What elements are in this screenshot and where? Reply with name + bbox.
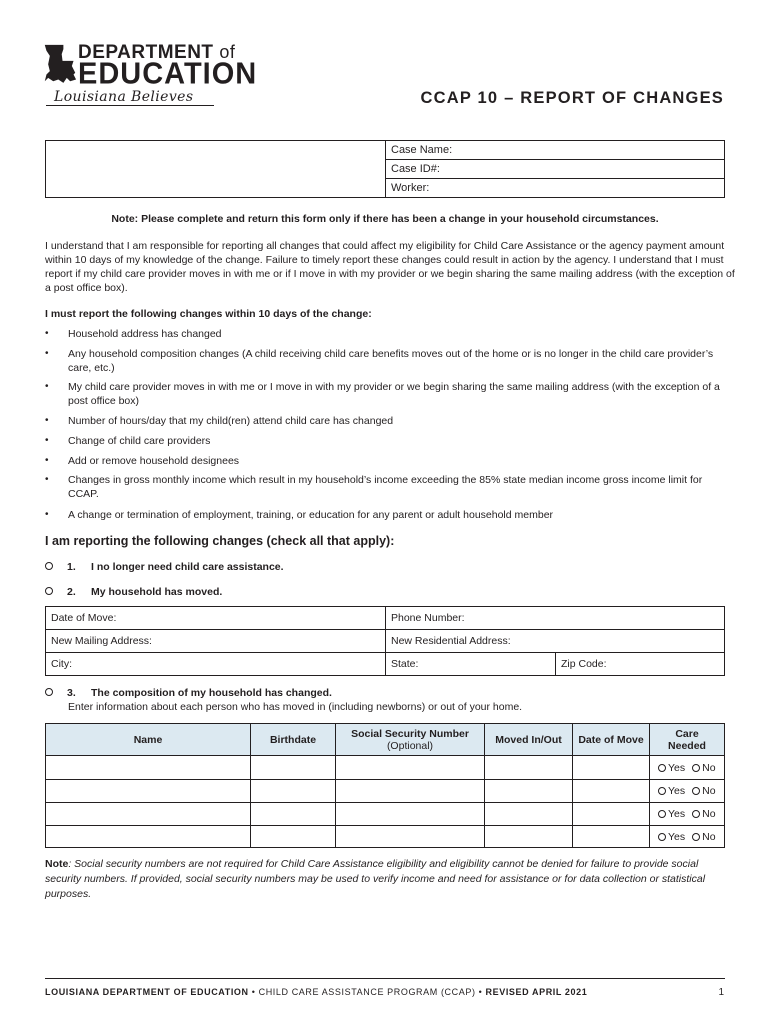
- col-header-moved: Moved In/Out: [495, 734, 562, 746]
- bullet-marker: •: [45, 415, 49, 426]
- bullet-marker: •: [45, 381, 49, 392]
- logo-underline: [46, 105, 214, 106]
- col-header-care-needed: Care Needed: [668, 728, 706, 752]
- col-header-date-of-move: Date of Move: [578, 734, 644, 746]
- case-info-box: [45, 140, 725, 198]
- page-number: 1: [718, 987, 724, 998]
- louisiana-state-logo-icon: [43, 44, 77, 88]
- radio-circle-icon[interactable]: [692, 764, 700, 772]
- reporting-heading: I am reporting the following changes (check all that apply):: [45, 534, 395, 548]
- care-needed-toggle[interactable]: Yes No: [658, 831, 716, 843]
- responsibility-paragraph: I understand that I am responsible for reporting all changes that could affect my eligibility for Child Care Assistance or the agency payment amount within 10 days of my knowledge of the change. Failure to timely report these changes could result in action by the agency. I understand that I must report if my child care provider moves in with me or if I move in with my provider or we begin sharing the same mailing address (with the exception of a post office box).: [45, 240, 735, 294]
- zip-code-field[interactable]: Zip Code:: [561, 658, 607, 670]
- household-members-table: [45, 723, 725, 848]
- move-details-table: [45, 606, 725, 676]
- radio-circle-icon[interactable]: [658, 787, 666, 795]
- care-needed-toggle[interactable]: Yes No: [658, 808, 716, 820]
- form-title: CCAP 10 – REPORT OF CHANGES: [420, 89, 724, 107]
- radio-circle-icon[interactable]: [692, 810, 700, 818]
- case-id-field[interactable]: Case ID#:: [386, 160, 724, 179]
- radio-circle-icon[interactable]: [658, 833, 666, 841]
- logo-education: EDUCATION: [78, 57, 258, 91]
- bullet-marker: •: [45, 348, 49, 359]
- bullet-marker: •: [45, 509, 49, 520]
- city-field[interactable]: City:: [51, 658, 72, 670]
- col-header-birthdate: Birthdate: [269, 734, 317, 746]
- bullet-marker: •: [45, 328, 49, 339]
- bullet-marker: •: [45, 474, 49, 485]
- radio-circle-icon[interactable]: [692, 787, 700, 795]
- col-header-name: Name: [133, 734, 163, 746]
- case-blank-area[interactable]: [46, 141, 386, 197]
- radio-circle-icon[interactable]: [45, 688, 53, 696]
- col-header-ssn: Social Security Number (Optional): [351, 728, 469, 752]
- bullet-marker: •: [45, 455, 49, 466]
- case-name-field[interactable]: Case Name:: [386, 141, 724, 160]
- care-needed-toggle[interactable]: Yes No: [658, 762, 716, 774]
- logo-department: DEPARTMENT of: [78, 42, 236, 63]
- page-footer: LOUISIANA DEPARTMENT OF EDUCATION • CHILD CARE ASSISTANCE PROGRAM (CCAP) • REVISED APRIL 2021: [45, 987, 588, 997]
- note-instructions: Note: Please complete and return this form only if there has been a change in your household circumstances.: [111, 213, 659, 225]
- care-needed-toggle[interactable]: Yes No: [658, 785, 716, 797]
- worker-field[interactable]: Worker:: [391, 182, 430, 194]
- footer-divider: [45, 978, 725, 979]
- logo-tagline: Louisiana Believes: [54, 89, 194, 105]
- radio-circle-icon[interactable]: [45, 587, 53, 595]
- date-of-move-field[interactable]: Date of Move:: [51, 612, 117, 624]
- radio-circle-icon[interactable]: [45, 562, 53, 570]
- radio-circle-icon[interactable]: [658, 764, 666, 772]
- radio-circle-icon[interactable]: [692, 833, 700, 841]
- new-residential-address-field[interactable]: New Residential Address:: [391, 635, 511, 647]
- option3-instructions: Enter information about each person who has moved in (including newborns) or out of your home.: [68, 701, 523, 713]
- radio-circle-icon[interactable]: [658, 810, 666, 818]
- phone-number-field[interactable]: Phone Number:: [391, 612, 465, 624]
- new-mailing-address-field[interactable]: New Mailing Address:: [51, 635, 152, 647]
- ssn-note: Note: Social security numbers are not required for Child Care Assistance eligibility and eligibility cannot be denied for failure to provide social security numbers. If provided, social security numbers may be used to verify income and need for assistance or for data collection or statistical purposes.: [45, 858, 706, 900]
- bullet-marker: •: [45, 435, 49, 446]
- must-report-heading: I must report the following changes within 10 days of the change:: [45, 308, 372, 320]
- state-field[interactable]: State:: [391, 658, 419, 670]
